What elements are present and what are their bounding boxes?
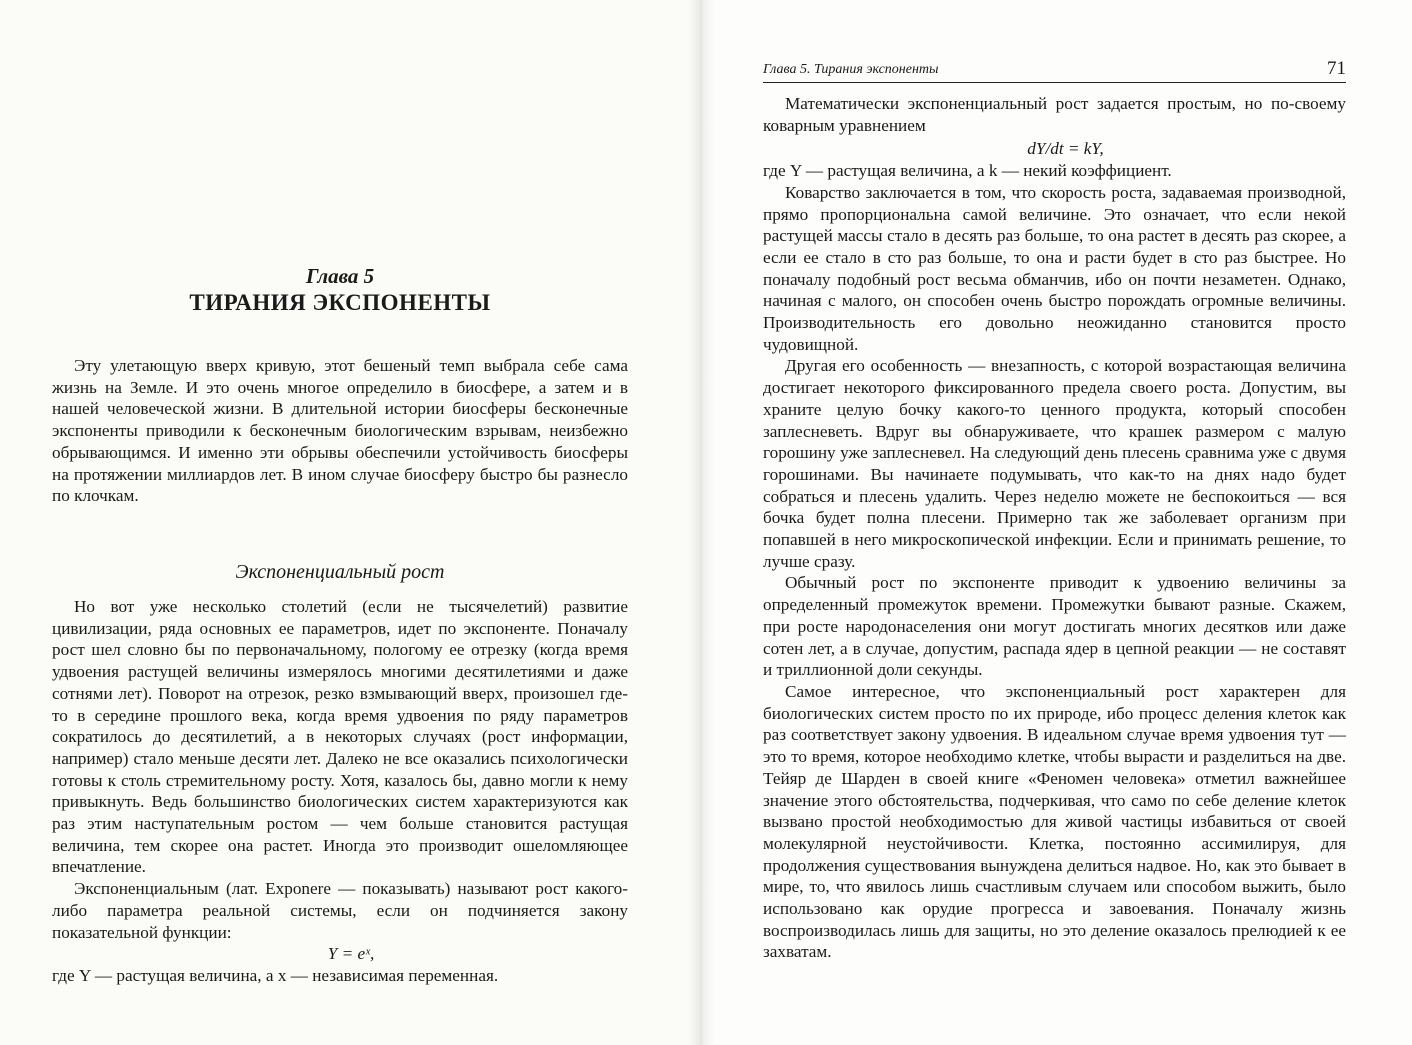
chapter-intro [52,355,628,507]
paragraph: Самое интересное, что экспоненциальный рост характерен для биологических систем просто по их природе, ибо процесс деления клеток как раз соответствует закону удвоения. В идеальном случае время удвоения тут — это то время, которое необходимо клетке, чтобы вырасти и разделиться на две. Тейяр де Шарден в своей книге «Феномен человека» отметил важнейшее значение этого обстоятельства, подчеркивая, что само по себе деление клеток вызвано простой необходимостью для живой частицы избавиться от своей молекулярной неустойчивости. Клетка, постоянно ассимилируя, для продолжения существования вынуждена делиться надвое. Но, как это бывает в мире, то, что явилось лишь счастливым случаем или способом выжить, было использовано как орудие прогресса и завоевания. Поначалу жизнь воспроизводилась лишь для защиты, но это деление оказалось прелюдией к ее захватам. [763,681,1346,962]
paragraph: Экспоненциальным (лат. Exponere — показывать) называют рост какого-либо параметра реальной системы, если он подчиняется закону показательной функции: [52,879,628,942]
intro-paragraph: Эту улетающую вверх кривую, этот бешеный темп выбрала себе сама жизнь на Земле. И это очень многое определило в биосфере, а затем и в нашей человеческой жизни. В длительной истории биосферы бесконечные экспоненты приводили к бесконечным биологическим взрывам, неизбежно обрывающимся. И именно эти обрывы обеспечили устойчивость биосферы на протяжении миллиардов лет. В ином случае биосферу быстро бы разнесло по клочкам. [52,356,628,506]
chapter-title: ТИРАНИЯ ЭКСПОНЕНТЫ [189,290,491,315]
book-gutter [688,0,714,1045]
section-title: Экспоненциальный рост [235,561,445,583]
paragraph: Математически экспоненциальный рост задается простым, но по-своему коварным уравнением [763,94,1346,135]
page-number: 71 [1327,58,1346,79]
formula-note: где Y — растущая величина, а x — независимая переменная. [52,965,499,985]
formula: dY/dt = kY, [1027,139,1104,159]
chapter-label: Глава 5 [305,264,375,288]
paragraph: Обычный рост по экспоненте приводит к удвоению величины за определенный промежуток времени. Промежутки бывают разные. Скажем, при росте народонаселения они могут достигать многих десятков или даже сотен лет, а в случае, допустим, распада ядер в цепной реакции — не составят и триллионной доли секунды. [763,573,1346,680]
formula: Y = eˣ, [327,944,375,964]
right-page-text [763,93,1346,963]
paragraph: Но вот уже несколько столетий (если не тысячелетий) развитие цивилизации, ряда основных ее параметров, идет по экспоненте. Поначалу рост шел словно бы по первоначальному, пологому ее отрезку (когда время удвоения растущей величины измерялось многими десятилетиями и даже сотнями лет). Поворот на отрезок, резко взмывающий вверх, произошел где-то в середине прошлого века, когда время удвоения по ряду параметров сократилось до десятилетий, а в некоторых случаях (рост информации, например) стало меньше десяти лет. Далеко не все оказались психологически готовы к столь стремительному росту. Хотя, казалось бы, давно могли к нему привыкнуть. Ведь большинство биологических систем характеризуются как раз этим наступательным ростом — чем больше становится растущая величина, тем скорее она растет. Иногда это производит ошеломляющее впечатление. [52,597,628,877]
section-text [52,596,628,987]
paragraph: Другая его особенность — внезапность, с которой возрастающая величина достигает некоторого фиксированного предела своего роста. Допустим, вы храните целую бочку какого-то ценного продукта, который способен заплесневеть. Вдруг вы обнаруживаете, что крашек размером с малую горошину уже заплесневел. На следующий день плесень сравнима уже с двумя горошинами. Вы начинаете подумывать, что как-то на днях надо будет собраться и плесень удалить. Через неделю можете не беспокоиться — вся бочка будет полна плесени. Примерно так же заболевает организм при попавшей в него микроскопической инфекции. Если и принимать решение, то лучше сразу. [763,356,1346,571]
running-head-title: Глава 5. Тирания экспоненты [763,62,939,77]
paragraph: Коварство заключается в том, что скорость роста, задаваемая производной, прямо пропорциональна самой величине. Это означает, что если некой растущей массы стало в десять раз больше, то она растет в десять раз скорее, а если ее стало в сто раз больше, то она и расти будет в сто раз быстрее. Но поначалу подобный рост весьма обманчив, ибо он почти незаметен. Однако, начиная с малого, он способен очень быстро порождать огромные величины. Производительность его довольно неожиданно становится просто чудовищной. [763,182,1346,354]
formula-note: где Y — растущая величина, а k — некий коэффициент. [763,161,1172,181]
running-head [763,60,1346,83]
left-page [0,0,700,1045]
